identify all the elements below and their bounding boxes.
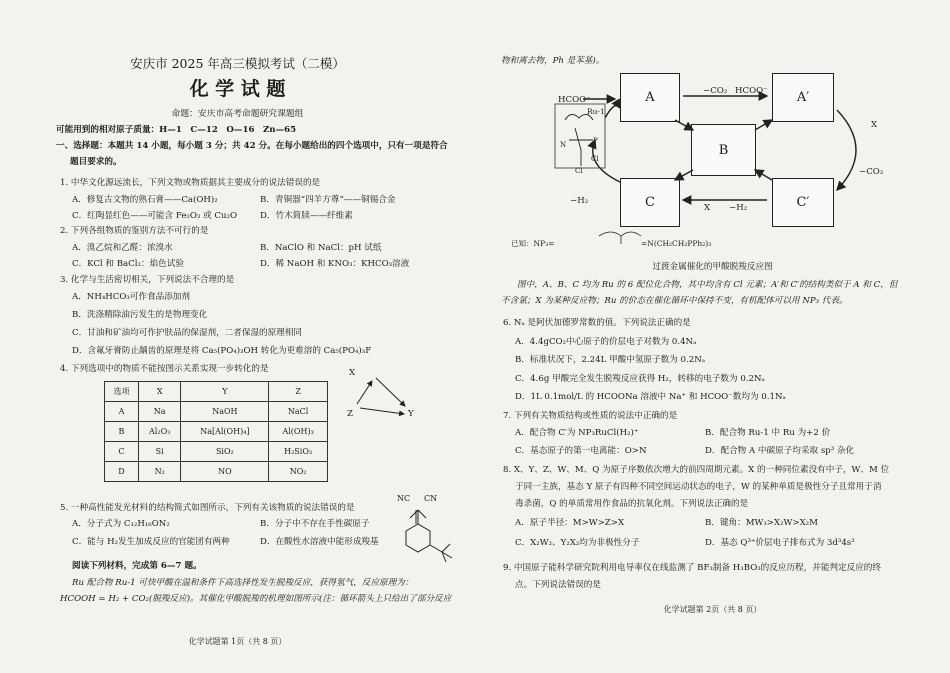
arrow-a-prime-to-c-prime <box>837 110 856 190</box>
q6-option-b[interactable]: B．标准状况下，2.24L 甲酸中氢原子数为 0.2Nₐ <box>515 355 706 365</box>
table-cell: A <box>105 402 139 422</box>
hcoo-label-2: HCOO⁻ <box>735 86 768 96</box>
table-row[interactable] <box>105 462 328 482</box>
box-c: C <box>620 178 680 227</box>
table-header: 选项 <box>105 382 139 402</box>
arrow-z-to-x <box>357 381 372 404</box>
n-label: N <box>560 141 567 149</box>
h2-label-2: −H₂ <box>729 203 748 213</box>
q6-stem: 6. Nₐ 是阿伏加德罗常数的值。下列说法正确的是 <box>503 318 691 328</box>
q1-option-d[interactable]: D．竹木简牍——纤维素 <box>260 211 353 221</box>
q5-structure <box>406 510 452 562</box>
table-cell: NaOH <box>181 402 269 422</box>
table-cell: N₂ <box>138 462 181 482</box>
known-np3-formula: =N(CH₂CH₂PPh₂)₃ <box>641 239 712 248</box>
section-1-header-cont: 题目要求的。 <box>70 157 122 167</box>
table-cell: Si <box>138 442 181 462</box>
table-cell: B <box>105 422 139 442</box>
desc-line-1: 图中，A、B、C 均为 Ru 的 6 配位化合物，其中均含有 Cl 元素；A′和 C′的结构类似于 A 和 C，但 <box>517 280 898 290</box>
table-cell: Al₂O₃ <box>138 422 181 442</box>
tri-label-x: X <box>349 368 356 378</box>
table-cell: Na <box>138 402 181 422</box>
q2-option-b[interactable]: B．NaClO 和 NaCl：pH 试纸 <box>260 243 382 253</box>
q3-option-c[interactable]: C．甘油和矿油均可作护肤品的保湿剂，二者保湿的原理相同 <box>72 328 303 338</box>
table-cell: H₂SiO₃ <box>269 442 328 462</box>
table-cell: Al(OH)₃ <box>269 422 328 442</box>
box-b: B <box>691 124 756 176</box>
q4-options-table <box>104 381 328 482</box>
arrow-x-to-y <box>376 378 405 406</box>
box-c-prime: C′ <box>772 178 834 227</box>
q6-option-c[interactable]: C．4.6g 甲酸完全发生脱羧反应获得 H₂，转移的电子数为 0.2Nₐ <box>515 374 765 384</box>
desc-line-2: 不含氯；X 为某种反应物；Ru 的价态在催化循环中保持不变，有机配体可以用 NP₃ 代表。 <box>501 296 848 306</box>
section-1-header: 一、选择题：本题共 14 小题，每小题 3 分；共 42 分。在每小题给出的四个选项中，只有一项是符合 <box>56 141 448 151</box>
arrow-c-prime-to-b <box>755 170 772 180</box>
p-label: P <box>593 137 598 145</box>
q2-stem: 2. 下列各组物质的鉴别方法不可行的是 <box>60 226 209 236</box>
tri-label-z: Z <box>347 409 353 419</box>
q5-option-d[interactable]: D．在酸性水溶液中能形成羧基 <box>260 537 379 547</box>
q1-stem: 1. 中华文化源远流长，下列文物或物质据其主要成分的说法错误的是 <box>60 178 321 188</box>
q6-option-a[interactable]: A．4.4gCO₂中心原子的价层电子对数为 0.4Nₐ <box>515 337 697 347</box>
table-header: Y <box>181 382 269 402</box>
q2-option-c[interactable]: C．KCl 和 BaCl₂：焰色试验 <box>72 259 184 269</box>
q7-stem: 7. 下列有关物质结构或性质的说法中正确的是 <box>503 411 678 421</box>
q5-option-a[interactable]: A．分子式为 C₁₂H₁₆ON₂ <box>72 519 170 529</box>
table-header: Z <box>269 382 328 402</box>
q8-option-d[interactable]: D．基态 Q³⁺价层电子排布式为 3d³4s² <box>705 538 855 548</box>
q8-stem-2: 于同一主族，基态 Y 原子有四种不同空间运动状态的电子，W 的某种单质是极性分子且常用于消 <box>515 482 882 492</box>
table-row[interactable] <box>105 422 328 442</box>
table-cell: NO₂ <box>269 462 328 482</box>
cl-label-2: Cl <box>575 167 583 175</box>
ru1-label: Ru-1 <box>587 107 605 116</box>
q5-stem: 5. 一种高性能发光材料的结构简式如图所示，下列有关该物质的说法错误的是 <box>60 503 355 513</box>
q8-option-c[interactable]: C．X₂W₂、Y₂X₂均为非极性分子 <box>515 538 640 548</box>
page-footer-2: 化学试题第 2页（共 8 页） <box>663 605 762 614</box>
box-a: A <box>620 73 680 122</box>
table-cell: C <box>105 442 139 462</box>
q4-stem: 4. 下列选项中的物质不能按图示关系实现一步转化的是 <box>60 364 269 374</box>
arrow-z-to-y <box>360 408 404 414</box>
q7-option-d[interactable]: D．配合物 A 中碳原子均采取 sp³ 杂化 <box>705 446 855 456</box>
q8-option-b[interactable]: B．键角：MW₃>X₂W>X₂M <box>705 518 818 528</box>
material-line-1: Ru 配合物 Ru-1 可快甲酸在温和条件下高选择性发生脱羧反应，获得氢气，反应原理为： <box>72 578 414 588</box>
q5-option-b[interactable]: B．分子中不存在手性碳原子 <box>260 519 370 529</box>
table-row[interactable] <box>105 402 328 422</box>
subject-title: 化 学 试 题 <box>189 78 286 100</box>
figure-caption: 过渡金属催化的甲酸脱羧反应图 <box>652 262 773 272</box>
q8-stem-1: 8. X、Y、Z、W、M、Q 为原子序数依次增大的前四周期元素。X 的一种同位素没有中子，W、M 位 <box>503 465 890 475</box>
q3-stem: 3. 化学与生活密切相关，下列说法不合理的是 <box>60 275 235 285</box>
atomic-masses: 可能用到的相对原子质量：H—1 C—12 O—16 Zn—65 <box>56 125 297 135</box>
h2-label-1: −H₂ <box>570 196 589 206</box>
q1-option-c[interactable]: C．红陶显红色——可能含 Fe₂O₃ 或 Cu₂O <box>72 211 238 221</box>
table-header: X <box>138 382 181 402</box>
q2-option-d[interactable]: D．稀 NaOH 和 KNO₃：KHCO₃溶液 <box>260 259 410 269</box>
q2-option-a[interactable]: A．溴乙烷和乙醛：浓溴水 <box>72 243 173 253</box>
table-cell: Na[Al(OH)₄] <box>181 422 269 442</box>
q8-option-a[interactable]: A．原子半径：M>W>Z>X <box>515 518 625 528</box>
cl-label-1: Cl <box>591 155 599 163</box>
exam-title: 安庆市 2025 年高三模拟考试（二模） <box>130 56 345 71</box>
arrow-ru1-to-a <box>605 106 620 118</box>
struct-nc-label: NC <box>397 494 411 503</box>
table-cell: NO <box>181 462 269 482</box>
q9-stem-2: 点。下列说法错误的是 <box>515 580 601 590</box>
co2-label-1: −CO₂ <box>703 86 728 96</box>
np3-ligand-structure <box>599 232 641 244</box>
arrow-b-to-a-prime <box>755 120 772 130</box>
table-header-row <box>105 382 328 402</box>
table-cell: SiO₂ <box>181 442 269 462</box>
right-page <box>475 0 950 673</box>
cont-line: 物和离去物，Ph 是苯基)。 <box>501 56 605 66</box>
struct-cn-label: CN <box>424 494 438 503</box>
q6-option-d[interactable]: D．1L 0.1mol/L 的 HCOONa 溶液中 Na⁺ 和 HCOO⁻数均为 0.1Nₐ <box>515 392 786 402</box>
table-cell: NaCl <box>269 402 328 422</box>
q3-option-b[interactable]: B．洗涤精除油污发生的是物理变化 <box>72 310 208 320</box>
table-row[interactable] <box>105 442 328 462</box>
q1-option-b[interactable]: B．青铜器“四羊方尊”——铜锡合金 <box>260 195 396 205</box>
box-a-prime: A′ <box>772 73 834 122</box>
known-np3: 已知：NP₃= <box>511 239 555 248</box>
co2-label-2: −CO₂ <box>859 167 884 177</box>
q7-option-b[interactable]: B．配合物 Ru-1 中 Ru 为+2 价 <box>705 428 831 438</box>
hcoo-label-1: HCOO⁻ <box>558 95 591 105</box>
tri-label-y: Y <box>408 409 414 419</box>
page-footer-1: 化学试题第 1页（共 8 页） <box>188 637 287 646</box>
author-line: 命题：安庆市高考命题研究课题组 <box>171 109 304 119</box>
q9-stem-1: 9. 中国原子能科学研究院利用电导率仪在线监测了 BF₃制备 H₃BO₃的反应历程，并能判定反应的终 <box>503 563 881 573</box>
material-line-2: HCOOH = H₂ + CO₂(脱羧反应)。其催化甲酸脱羧的机理如图所示(注：循环箭头上只给出了部分反应 <box>60 594 452 604</box>
q1-option-a[interactable]: A．修复古文物的熟石膏——Ca(OH)₂ <box>72 195 218 205</box>
q5-option-c[interactable]: C．能与 H₂发生加成反应的官能团有两种 <box>72 537 230 547</box>
reading-instruction: 阅读下列材料，完成第 6—7 题。 <box>72 561 202 571</box>
q3-option-d[interactable]: D．含氟牙膏防止龋齿的原理是将 Ca₅(PO₄)₃OH 转化为更难溶的 Ca₅(PO₄)₃F <box>72 346 372 356</box>
q7-option-c[interactable]: C．基态原子的第一电离能：O>N <box>515 446 647 456</box>
x-label-1: X <box>871 120 878 130</box>
q7-option-a[interactable]: A．配合物 C′为 NP₃RuCl(H₂)⁺ <box>515 428 639 438</box>
x-label-2: X <box>704 203 711 213</box>
q3-option-a[interactable]: A．NH₄HCO₃可作食品添加剂 <box>72 292 190 302</box>
q8-stem-3: 毒杀菌，Q 的单质常用作食品的抗氧化剂。下列说法正确的是 <box>515 499 749 509</box>
table-cell: D <box>105 462 139 482</box>
